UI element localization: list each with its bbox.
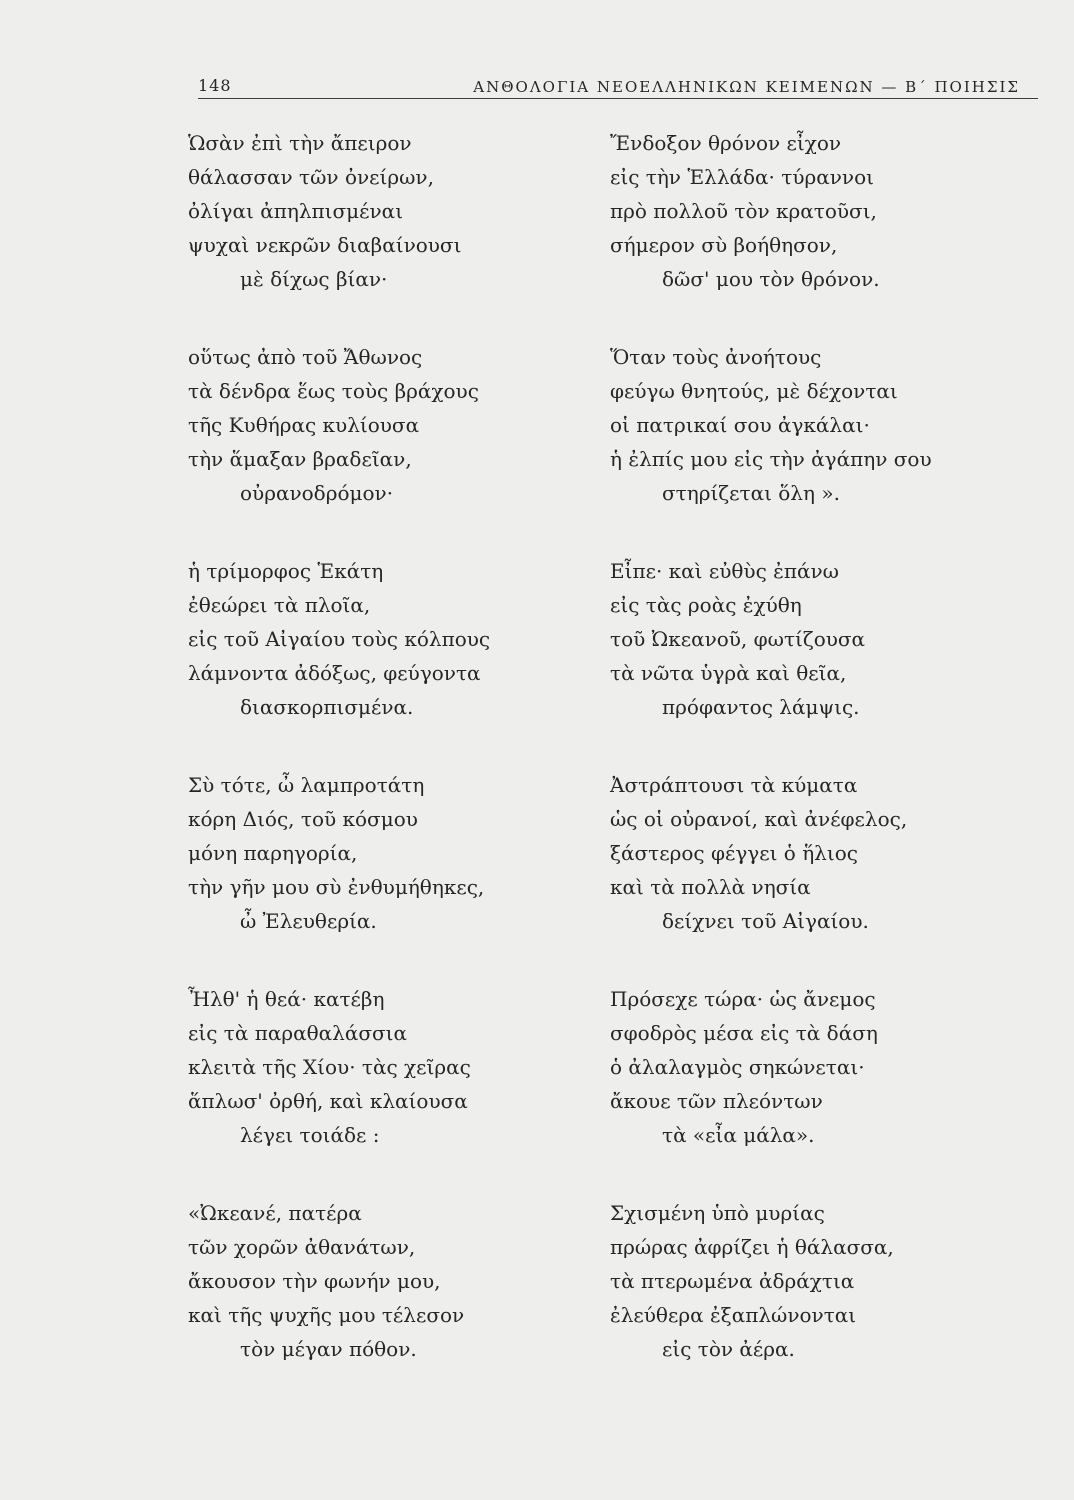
verse-line: μόνη παρηγορία,: [188, 841, 358, 865]
verse-line: πρόφαντος λάμψις.: [662, 695, 860, 719]
left-poem-column: [188, 126, 588, 1410]
verse-line: ψυχαὶ νεκρῶν διαβαίνουσι: [188, 233, 462, 257]
verse-line: Σχισμένη ὑπὸ μυρίας: [610, 1201, 825, 1225]
verse-line: ἡ ἐλπίς μου εἰς τὴν ἀγάπην σου: [610, 447, 932, 471]
verse-line: τὴν ἅμαξαν βραδεῖαν,: [188, 447, 412, 471]
page-number: 148: [198, 76, 232, 95]
verse-line: τῆς Κυθήρας κυλίουσα: [188, 413, 420, 437]
verse-line: ἡ τρίμορφος Ἑκάτη: [188, 559, 384, 583]
verse-line: τοῦ Ὠκεανοῦ, φωτίζουσα: [610, 627, 866, 651]
stanza: [610, 340, 1010, 554]
verse-line: εἰς τὰς ροὰς ἐχύθη: [610, 593, 802, 617]
header-rule: [198, 98, 1038, 99]
verse-line: Σὺ τότε, ὦ λαμπροτάτη: [188, 773, 425, 797]
verse-line: τὴν γῆν μου σὺ ἐνθυμήθηκες,: [188, 875, 485, 899]
verse-line: οὕτως ἀπὸ τοῦ Ἄθωνος: [188, 345, 423, 369]
verse-line: τῶν χορῶν ἀθανάτων,: [188, 1235, 416, 1259]
verse-line: ὁ ἀλαλαγμὸς σηκώνεται·: [610, 1055, 865, 1079]
verse-line: ὀλίγαι ἀπηλπισμέναι: [188, 199, 404, 223]
verse-line: οἱ πατρικαί σου ἀγκάλαι·: [610, 413, 870, 437]
verse-line: τὰ πτερωμένα ἀδράχτια: [610, 1269, 855, 1293]
right-poem-column: [610, 126, 1010, 1410]
verse-line: εἰς τοῦ Αἰγαίου τοὺς κόλπους: [188, 627, 491, 651]
verse-line: ὦ Ἐλευθερία.: [240, 909, 377, 933]
verse-line: Ἦλθ' ἡ θεά· κατέβη: [188, 987, 385, 1011]
stanza: [610, 126, 1010, 340]
verse-line: κόρη Διός, τοῦ κόσμου: [188, 807, 418, 831]
stanza: [188, 554, 588, 768]
verse-line: δείχνει τοῦ Αἰγαίου.: [662, 909, 869, 933]
verse-line: στηρίζεται ὅλη ».: [662, 481, 840, 505]
stanza: [188, 982, 588, 1196]
verse-line: Ἀστράπτουσι τὰ κύματα: [610, 773, 858, 797]
verse-line: τὰ δένδρα ἕως τοὺς βράχους: [188, 379, 479, 403]
verse-line: διασκορπισμένα.: [240, 695, 414, 719]
verse-line: σήμερον σὺ βοήθησον,: [610, 233, 838, 257]
verse-line: πρὸ πολλοῦ τὸν κρατοῦσι,: [610, 199, 877, 223]
verse-line: σφοδρὸς μέσα εἰς τὰ δάση: [610, 1021, 878, 1045]
verse-line: εἰς τὰ παραθαλάσσια: [188, 1021, 407, 1045]
verse-line: φεύγω θνητούς, μὲ δέχονται: [610, 379, 898, 403]
verse-line: ἄκουσον τὴν φωνήν μου,: [188, 1269, 441, 1293]
verse-line: ὡς οἱ οὐρανοί, καὶ ἀνέφελος,: [610, 807, 908, 831]
verse-line: ἄκουε τῶν πλεόντων: [610, 1089, 823, 1113]
verse-line: τὰ «εἶα μάλα».: [662, 1123, 815, 1147]
verse-line: ξάστερος φέγγει ὁ ἥλιος: [610, 841, 858, 865]
verse-line: λέγει τοιάδε :: [240, 1123, 380, 1147]
stanza: [610, 1196, 1010, 1410]
verse-line: Εἶπε· καὶ εὐθὺς ἐπάνω: [610, 559, 839, 583]
stanza: [610, 554, 1010, 768]
stanza: [188, 126, 588, 340]
stanza: [610, 768, 1010, 982]
stanza: [188, 340, 588, 554]
running-head: [198, 70, 1020, 98]
verse-line: ἐθεώρει τὰ πλοῖα,: [188, 593, 371, 617]
stanza: [188, 1196, 588, 1410]
verse-line: Πρόσεχε τώρα· ὡς ἄνεμος: [610, 987, 876, 1011]
verse-line: καὶ τὰ πολλὰ νησία: [610, 875, 811, 899]
verse-line: καὶ τῆς ψυχῆς μου τέλεσον: [188, 1303, 465, 1327]
verse-line: θάλασσαν τῶν ὀνείρων,: [188, 165, 434, 189]
verse-line: τὰ νῶτα ὑγρὰ καὶ θεῖα,: [610, 661, 847, 685]
verse-line: κλειτὰ τῆς Χίου· τὰς χεῖρας: [188, 1055, 471, 1079]
verse-line: ἅπλωσ' ὀρθή, καὶ κλαίουσα: [188, 1089, 468, 1113]
verse-line: Ὡσὰν ἐπὶ τὴν ἄπειρον: [188, 131, 412, 155]
verse-line: λάμνοντα ἀδόξως, φεύγοντα: [188, 661, 481, 685]
verse-line: μὲ δίχως βίαν·: [240, 267, 388, 291]
verse-line: Ἔνδοξον θρόνον εἶχον: [610, 131, 842, 155]
verse-line: εἰς τὸν ἀέρα.: [662, 1337, 795, 1361]
verse-line: δῶσ' μου τὸν θρόνον.: [662, 267, 880, 291]
verse-line: «Ὠκεανέ, πατέρα: [188, 1201, 362, 1225]
running-title: ΑΝΘΟΛΟΓΙΑ ΝΕΟΕΛΛΗΝΙΚΩΝ ΚΕΙΜΕΝΩΝ — Β΄ ΠΟΙΗΣΙΣ: [473, 78, 1020, 96]
verse-line: οὐρανοδρόμον·: [240, 481, 394, 505]
stanza: [610, 982, 1010, 1196]
verse-line: πρώρας ἀφρίζει ἡ θάλασσα,: [610, 1235, 894, 1259]
verse-line: τὸν μέγαν πόθον.: [240, 1337, 417, 1361]
verse-line: ἐλεύθερα ἐξαπλώνονται: [610, 1303, 857, 1327]
verse-line: εἰς τὴν Ἑλλάδα· τύραννοι: [610, 165, 874, 189]
verse-line: Ὅταν τοὺς ἀνοήτους: [610, 345, 822, 369]
stanza: [188, 768, 588, 982]
